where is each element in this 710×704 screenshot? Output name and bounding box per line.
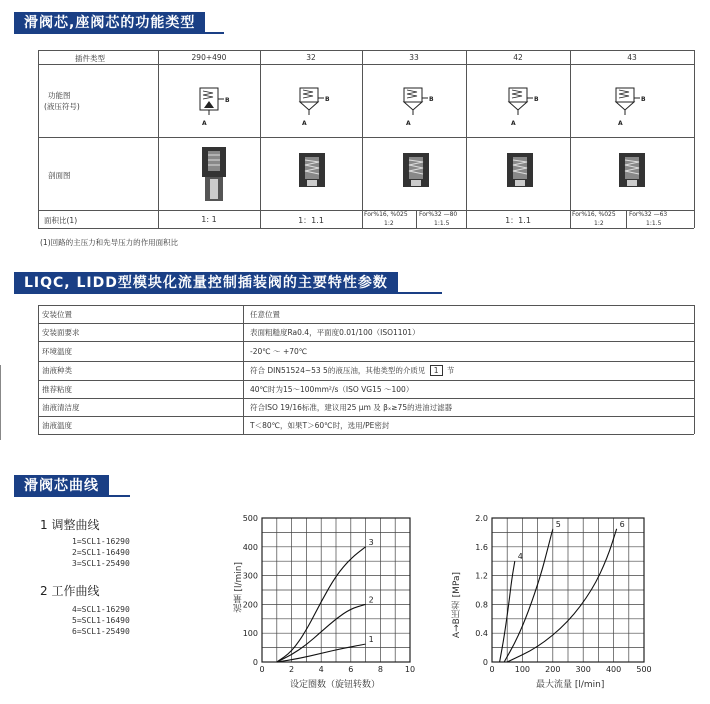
series-line-6 — [507, 529, 616, 662]
ratio-cell: 1：1.1 — [298, 216, 324, 225]
section-title-spool-curves: 滑阀芯曲线 — [14, 475, 109, 497]
curve-legend-item: 3=SCL1-25490 — [72, 559, 130, 568]
y-tick-label: 1.6 — [475, 542, 488, 552]
curve-group-heading: 1 调整曲线 — [40, 518, 100, 532]
x-tick-label: 500 — [636, 665, 652, 674]
svg-text:A: A — [202, 120, 207, 127]
param-label: 油液种类 — [42, 366, 72, 375]
svg-text:B: B — [429, 96, 434, 103]
y-tick-label: 500 — [242, 514, 258, 523]
x-tick-label: 300 — [575, 665, 591, 674]
chart2-x-axis-label: 最大流量 [l/min] — [536, 680, 605, 690]
x-tick-label: 8 — [377, 665, 383, 674]
row-label-function-diagram: 功能图 — [48, 91, 71, 100]
y-tick-label: 2.0 — [475, 514, 488, 523]
section-view-icon — [196, 143, 232, 205]
x-tick-label: 100 — [514, 665, 531, 674]
curve-legend-item: 2=SCL1-16490 — [72, 548, 130, 557]
ratio-cell: 1:2 — [384, 220, 394, 227]
section-title-rule — [14, 32, 224, 34]
col-header-43: 43 — [627, 53, 637, 62]
param-label: 推荐粘度 — [42, 385, 72, 394]
svg-text:B: B — [641, 96, 646, 103]
section-title-main-parameters: LIQC, LIDD型模块化流量控制插装阀的主要特性参数 — [14, 272, 398, 294]
col-header-42: 42 — [513, 53, 523, 62]
series-label-4: 4 — [517, 552, 523, 562]
y-tick-label: 0.8 — [475, 600, 488, 610]
curve-legend-item: 4=SCL1-16290 — [72, 605, 130, 614]
hydraulic-symbol-icon — [505, 84, 545, 128]
svg-text:B: B — [534, 96, 539, 103]
ratio-cell: 1: 1 — [201, 215, 217, 224]
section-view-icon — [398, 150, 434, 192]
row-label-hydraulic-symbol: (液压符号) — [44, 102, 80, 111]
y-tick-label: 1.2 — [475, 571, 488, 581]
y-tick-label: 0 — [252, 658, 258, 667]
x-tick-label: 10 — [404, 665, 416, 674]
param-label: 安装面要求 — [42, 328, 80, 337]
row-label-section-view: 剖面图 — [48, 171, 71, 180]
x-tick-label: 200 — [545, 665, 561, 674]
param-value — [250, 365, 454, 376]
hydraulic-symbol-icon — [296, 84, 336, 128]
svg-text:A: A — [511, 120, 516, 127]
chapter-reference-box: 1 — [430, 365, 443, 376]
param-value: 表面粗糙度Ra0.4，平面度0.01/100（ISO1101） — [250, 328, 420, 337]
hydraulic-symbol-icon — [400, 84, 440, 128]
curve-legend-item: 1=SCL1-16290 — [72, 537, 130, 546]
svg-text:A: A — [618, 120, 623, 127]
y-tick-label: 100 — [242, 629, 258, 639]
section-view-icon — [614, 150, 650, 192]
param-value: 符合ISO 19/16标准，建议用25 μm 及 βₓ≥75的进油过滤器 — [250, 403, 453, 412]
hydraulic-symbol-icon — [196, 84, 236, 128]
col-header-290-490: 290+490 — [191, 53, 227, 62]
y-tick-label: 300 — [242, 571, 258, 581]
ratio-cell: For%32 —80 — [419, 211, 458, 218]
svg-text:A: A — [406, 120, 411, 127]
series-label-6: 6 — [619, 519, 625, 529]
series-label-3: 3 — [368, 537, 374, 547]
svg-text:A: A — [302, 120, 307, 127]
series-label-5: 5 — [555, 519, 561, 529]
param-value-suffix: 节 — [446, 366, 455, 375]
ratio-cell: For%32 —63 — [629, 211, 668, 218]
area-ratio-footnote: (1)回路的主压力和先导压力的作用面积比 — [40, 238, 179, 247]
series-line-5 — [504, 529, 553, 662]
ratio-cell: 1：1.1 — [505, 216, 531, 225]
curve-group-heading: 2 工作曲线 — [40, 584, 100, 598]
section-view-icon — [502, 150, 538, 192]
curve-legend-item: 5=SCL1-16490 — [72, 616, 130, 625]
param-value: 任意位置 — [250, 310, 280, 319]
x-tick-label: 4 — [318, 665, 324, 674]
y-tick-label: 200 — [242, 600, 258, 610]
series-label-1: 1 — [368, 635, 374, 645]
param-label: 安装位置 — [42, 310, 72, 319]
x-tick-label: 400 — [605, 665, 622, 674]
curve-legend-item: 6=SCL1-25490 — [72, 627, 130, 636]
ratio-cell: 1:2 — [594, 220, 604, 227]
param-value: T＜80℃，如果T＞60℃时，选用/PE密封 — [250, 421, 390, 430]
section-view-icon — [294, 150, 330, 192]
section-title-rule — [14, 495, 130, 497]
param-label: 油液温度 — [42, 421, 72, 430]
y-tick-label: 0.4 — [475, 629, 488, 639]
chart1-x-axis-label: 设定圈数（旋钮转数） — [290, 680, 381, 690]
working-curve-chart — [462, 512, 662, 680]
page-margin-line — [0, 365, 1, 440]
svg-text:B: B — [325, 96, 330, 103]
param-label: 环境温度 — [42, 347, 72, 356]
ratio-cell: 1:1.5 — [646, 220, 662, 227]
chart1-y-axis-label: 流量 [l/min] — [234, 562, 244, 613]
param-value-text: 符合 DIN51524~53 5的液压油，其他类型的介质见 — [250, 366, 426, 375]
x-tick-label: 6 — [348, 665, 354, 674]
x-tick-label: 2 — [289, 665, 295, 674]
y-tick-label: 400 — [242, 542, 258, 552]
param-value: 40℃时为15～100mm²/s（ISO VG15 ～100） — [250, 385, 414, 394]
x-tick-label: 0 — [259, 665, 265, 674]
series-label-2: 2 — [368, 595, 374, 605]
y-tick-label: 0 — [482, 658, 488, 667]
adjustment-curve-chart — [242, 512, 426, 680]
x-tick-label: 0 — [489, 665, 495, 674]
col-header-32: 32 — [306, 53, 316, 62]
ratio-cell: For%16, %025 — [364, 211, 408, 218]
col-header-33: 33 — [409, 53, 419, 62]
section-title-function-types: 滑阀芯,座阀芯的功能类型 — [14, 12, 205, 34]
ratio-cell: For%16, %025 — [572, 211, 616, 218]
chart2-y-axis-label: A→B压差 [MPa] — [452, 572, 462, 639]
param-label: 油液清洁度 — [42, 403, 80, 412]
ratio-cell: 1:1.5 — [434, 220, 450, 227]
row-label-insert-type: 插件类型 — [75, 54, 105, 63]
hydraulic-symbol-icon — [612, 84, 652, 128]
row-label-area-ratio: 面积比(1) — [44, 216, 78, 225]
param-value: -20℃ ～ +70℃ — [250, 347, 308, 356]
section-title-rule — [14, 292, 442, 294]
svg-text:B: B — [225, 97, 230, 104]
